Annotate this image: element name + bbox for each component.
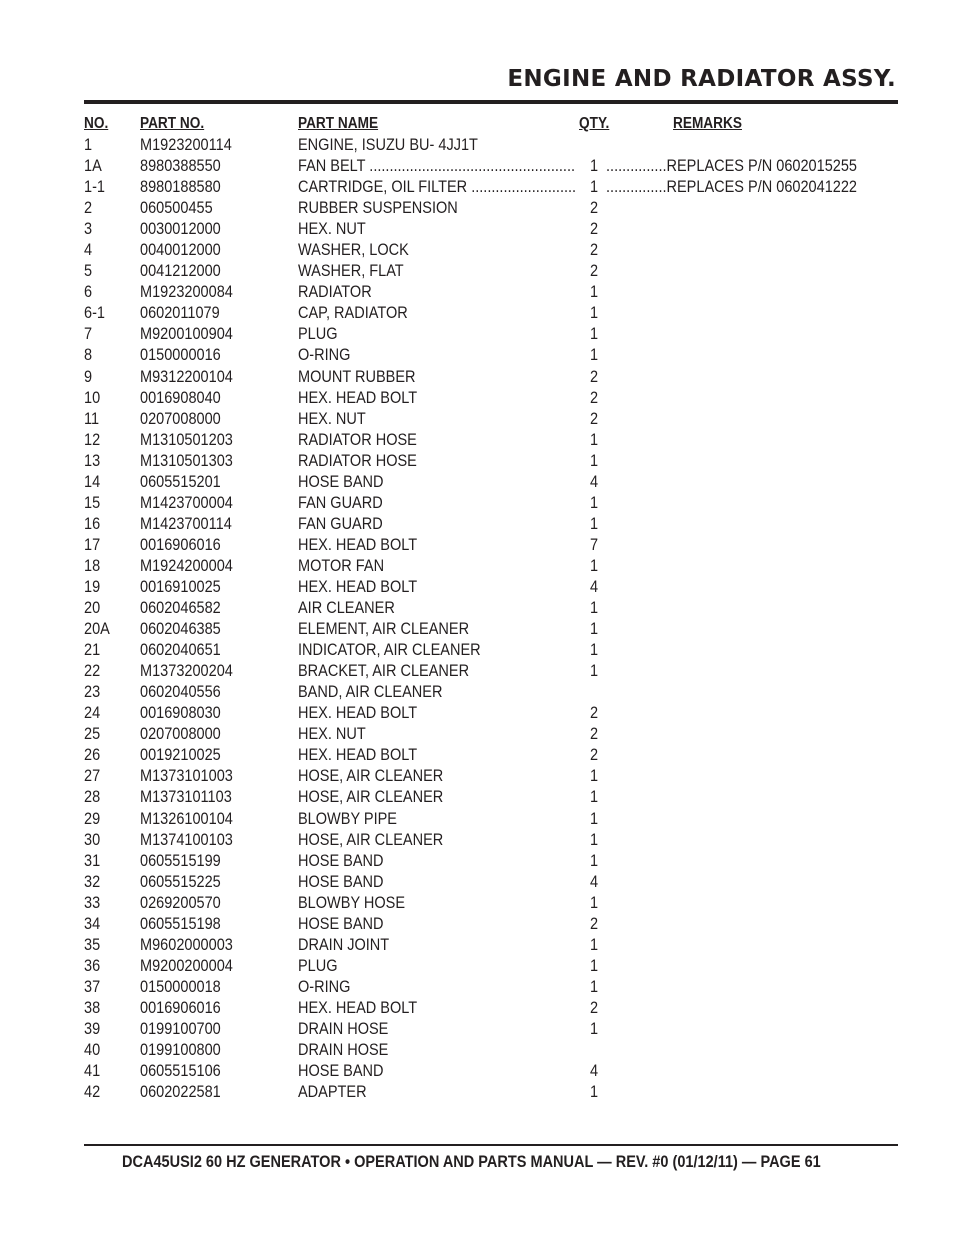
table-row (0, 577, 954, 598)
cell-qty: 2 (590, 409, 599, 428)
cell-qty: 1 (590, 893, 599, 912)
cell-part-no: 0207008000 (140, 409, 221, 428)
cell-no: 14 (84, 472, 101, 491)
cell-qty: 1 (590, 935, 599, 954)
cell-part-no: M1374100103 (140, 830, 233, 849)
table-row (0, 956, 954, 977)
cell-part-no: 0040012000 (140, 241, 221, 260)
table-row (0, 998, 954, 1019)
cell-part-no: 0016908030 (140, 704, 221, 723)
cell-part-name: HOSE BAND (298, 872, 384, 891)
cell-qty: 1 (590, 809, 599, 828)
cell-qty: 2 (590, 998, 599, 1017)
cell-part-no: 0269200570 (140, 893, 221, 912)
cell-no: 32 (84, 872, 101, 891)
cell-no: 29 (84, 809, 101, 828)
cell-part-name: AIR CLEANER (298, 599, 395, 618)
table-row (0, 177, 954, 198)
cell-qty: 2 (590, 199, 599, 218)
cell-qty: 1 (590, 514, 599, 533)
table-row (0, 493, 954, 514)
cell-no: 17 (84, 535, 101, 554)
table-row (0, 430, 954, 451)
cell-qty: 1 (590, 851, 599, 870)
table-row (0, 661, 954, 682)
cell-qty: 1 (590, 641, 599, 660)
cell-part-name: RADIATOR HOSE (298, 451, 417, 470)
cell-part-no: M1373101103 (140, 788, 232, 807)
column-header-part-name: PART NAME (298, 115, 379, 132)
cell-part-no: M1924200004 (140, 556, 233, 575)
table-row (0, 766, 954, 787)
cell-qty: 2 (590, 914, 599, 933)
cell-qty: 1 (590, 451, 599, 470)
column-header-qty: QTY. (579, 115, 610, 132)
cell-qty: 2 (590, 262, 599, 281)
cell-no: 25 (84, 725, 101, 744)
table-row (0, 851, 954, 872)
cell-no: 27 (84, 767, 101, 786)
cell-no: 8 (84, 346, 93, 365)
cell-no: 7 (84, 325, 93, 344)
cell-part-no: M1373101003 (140, 767, 233, 786)
cell-qty: 1 (590, 556, 599, 575)
cell-no: 35 (84, 935, 101, 954)
cell-no: 42 (84, 1083, 101, 1102)
cell-qty: 1 (590, 430, 599, 449)
cell-part-no: 0605515106 (140, 1062, 221, 1081)
cell-part-name: WASHER, FLAT (298, 262, 404, 281)
table-row (0, 1040, 954, 1061)
cell-qty: 4 (590, 1062, 599, 1081)
cell-no: 16 (84, 514, 101, 533)
cell-no: 20A (84, 620, 110, 639)
table-row (0, 282, 954, 303)
cell-part-name: ADAPTER (298, 1083, 367, 1102)
cell-no: 3 (84, 220, 93, 239)
cell-part-name: HOSE, AIR CLEANER (298, 788, 444, 807)
cell-part-name: BRACKET, AIR CLEANER (298, 662, 470, 681)
table-row (0, 324, 954, 345)
table-row (0, 345, 954, 366)
table-row (0, 619, 954, 640)
cell-qty: 2 (590, 367, 599, 386)
table-row (0, 682, 954, 703)
table-row (0, 219, 954, 240)
cell-part-name: HEX. HEAD BOLT (298, 535, 418, 554)
cell-qty: 4 (590, 472, 599, 491)
cell-no: 39 (84, 1019, 101, 1038)
cell-part-name: RADIATOR (298, 283, 372, 302)
cell-qty: 1 (590, 304, 599, 323)
table-row (0, 472, 954, 493)
cell-no: 26 (84, 746, 101, 765)
cell-part-name: HEX. HEAD BOLT (298, 388, 418, 407)
cell-part-no: 0016910025 (140, 577, 221, 596)
table-row (0, 724, 954, 745)
table-row (0, 135, 954, 156)
cell-part-no: 0605515225 (140, 872, 221, 891)
cell-no: 1A (84, 157, 102, 176)
cell-no: 34 (84, 914, 101, 933)
cell-qty: 1 (590, 620, 599, 639)
cell-part-no: 0016906016 (140, 998, 221, 1017)
cell-part-no: 0199100800 (140, 1041, 221, 1060)
cell-no: 4 (84, 241, 93, 260)
table-row (0, 1061, 954, 1082)
cell-part-no: 0207008000 (140, 725, 221, 744)
cell-part-no: 0150000016 (140, 346, 221, 365)
cell-qty: 2 (590, 388, 599, 407)
cell-part-name: WASHER, LOCK (298, 241, 409, 260)
cell-part-name: HOSE BAND (298, 914, 384, 933)
cell-qty: 1 (590, 1019, 599, 1038)
cell-qty: 2 (590, 704, 599, 723)
table-row (0, 914, 954, 935)
table-row (0, 893, 954, 914)
cell-part-no: 0602040556 (140, 683, 221, 702)
cell-part-name: FAN BELT ................................................... (298, 157, 576, 176)
cell-qty: 4 (590, 577, 599, 596)
cell-part-name: HEX. NUT (298, 409, 366, 428)
cell-part-name: RUBBER SUSPENSION (298, 199, 458, 218)
parts-list (0, 135, 954, 1103)
cell-part-no: 0016908040 (140, 388, 221, 407)
cell-part-name: ELEMENT, AIR CLEANER (298, 620, 470, 639)
table-row (0, 240, 954, 261)
cell-qty: 2 (590, 725, 599, 744)
cell-part-no: 0602040651 (140, 641, 221, 660)
cell-part-name: MOUNT RUBBER (298, 367, 416, 386)
cell-no: 24 (84, 704, 101, 723)
cell-part-name: DRAIN JOINT (298, 935, 390, 954)
table-row (0, 1019, 954, 1040)
cell-no: 2 (84, 199, 93, 218)
table-row (0, 598, 954, 619)
cell-part-name: HEX. HEAD BOLT (298, 998, 418, 1017)
cell-qty: 1 (590, 977, 599, 996)
cell-qty: 1 (590, 493, 599, 512)
cell-part-name: PLUG (298, 325, 338, 344)
cell-no: 6-1 (84, 304, 105, 323)
cell-qty: 1 (590, 599, 599, 618)
cell-qty: 1 (590, 830, 599, 849)
cell-remarks: ...............REPLACES P/N 0602015255 (606, 157, 858, 176)
cell-qty: 2 (590, 241, 599, 260)
cell-no: 9 (84, 367, 93, 386)
column-header-remarks: REMARKS (673, 115, 742, 132)
cell-no: 1-1 (84, 178, 105, 197)
cell-part-name: DRAIN HOSE (298, 1041, 389, 1060)
cell-part-no: M1923200114 (140, 136, 232, 154)
table-row (0, 535, 954, 556)
cell-part-no: 0605515198 (140, 914, 221, 933)
cell-part-name: BLOWBY PIPE (298, 809, 397, 828)
table-row (0, 514, 954, 535)
cell-part-name: BAND, AIR CLEANER (298, 683, 443, 702)
cell-part-no: 0199100700 (140, 1019, 221, 1038)
cell-no: 11 (84, 409, 100, 428)
table-row (0, 977, 954, 998)
cell-no: 33 (84, 893, 101, 912)
cell-qty: 1 (590, 1083, 599, 1102)
table-row (0, 935, 954, 956)
cell-no: 6 (84, 283, 93, 302)
cell-part-no: 0019210025 (140, 746, 221, 765)
cell-part-no: M1326100104 (140, 809, 233, 828)
cell-part-name: HEX. NUT (298, 220, 366, 239)
cell-part-name: FAN GUARD (298, 493, 383, 512)
cell-part-no: M1923200084 (140, 283, 233, 302)
cell-no: 40 (84, 1041, 101, 1060)
table-row (0, 872, 954, 893)
cell-part-no: 0150000018 (140, 977, 221, 996)
cell-part-no: 8980188580 (140, 178, 221, 197)
table-row (0, 1082, 954, 1103)
cell-remarks: ...............REPLACES P/N 0602041222 (606, 178, 858, 197)
table-row (0, 556, 954, 577)
cell-no: 5 (84, 262, 93, 281)
table-row (0, 809, 954, 830)
cell-no: 12 (84, 430, 101, 449)
cell-part-name: DRAIN HOSE (298, 1019, 389, 1038)
table-row (0, 303, 954, 324)
cell-no: 21 (84, 641, 101, 660)
cell-part-name: FAN GUARD (298, 514, 383, 533)
cell-part-no: 0602022581 (140, 1083, 221, 1102)
header-rule (84, 100, 898, 104)
cell-qty: 1 (590, 178, 599, 197)
cell-part-name: CARTRIDGE, OIL FILTER .......................... (298, 178, 577, 197)
cell-qty: 4 (590, 872, 599, 891)
cell-no: 22 (84, 662, 101, 681)
cell-no: 23 (84, 683, 101, 702)
cell-part-name: PLUG (298, 956, 338, 975)
table-row (0, 830, 954, 851)
table-row (0, 640, 954, 661)
cell-part-name: HOSE BAND (298, 851, 384, 870)
cell-part-name: HOSE, AIR CLEANER (298, 830, 444, 849)
footer-rule (84, 1144, 898, 1146)
cell-part-name: RADIATOR HOSE (298, 430, 417, 449)
cell-part-name: ENGINE, ISUZU BU- 4JJ1T (298, 136, 478, 154)
table-row (0, 703, 954, 724)
cell-no: 41 (84, 1062, 101, 1081)
cell-no: 28 (84, 788, 101, 807)
cell-qty: 7 (590, 535, 599, 554)
cell-no: 15 (84, 493, 101, 512)
cell-no: 1 (84, 136, 93, 154)
table-row (0, 367, 954, 388)
cell-no: 38 (84, 998, 101, 1017)
cell-no: 30 (84, 830, 101, 849)
cell-part-no: M9602000003 (140, 935, 233, 954)
cell-qty: 1 (590, 767, 599, 786)
cell-no: 31 (84, 851, 101, 870)
cell-no: 10 (84, 388, 101, 407)
cell-part-name: HEX. HEAD BOLT (298, 746, 418, 765)
cell-part-no: M9200200004 (140, 956, 233, 975)
cell-part-no: 0605515201 (140, 472, 221, 491)
table-row (0, 409, 954, 430)
cell-qty: 1 (590, 283, 599, 302)
cell-part-no: 0602011079 (140, 304, 220, 323)
cell-part-no: 0041212000 (140, 262, 221, 281)
cell-qty: 2 (590, 220, 599, 239)
cell-part-no: 0602046385 (140, 620, 221, 639)
column-header-part-no: PART NO. (140, 115, 205, 132)
column-header-no: NO. (84, 115, 109, 132)
cell-qty: 1 (590, 346, 599, 365)
cell-qty: 2 (590, 746, 599, 765)
cell-part-no: M1373200204 (140, 662, 233, 681)
cell-part-name: HOSE BAND (298, 1062, 384, 1081)
page-footer: DCA45USI2 60 HZ GENERATOR • OPERATION AND PARTS MANUAL — REV. #0 (01/12/11) — PAGE 61 (122, 1153, 821, 1171)
cell-part-name: HEX. HEAD BOLT (298, 704, 418, 723)
cell-no: 18 (84, 556, 101, 575)
cell-part-no: 0030012000 (140, 220, 221, 239)
cell-part-no: M9312200104 (140, 367, 233, 386)
cell-part-no: 0602046582 (140, 599, 221, 618)
cell-no: 20 (84, 599, 101, 618)
cell-part-no: M1310501303 (140, 451, 233, 470)
cell-part-name: HEX. HEAD BOLT (298, 577, 418, 596)
cell-part-no: 060500455 (140, 199, 213, 218)
table-row (0, 388, 954, 409)
table-row (0, 745, 954, 766)
cell-no: 36 (84, 956, 101, 975)
table-row (0, 787, 954, 808)
cell-part-name: O-RING (298, 977, 351, 996)
page-title: ENGINE AND RADIATOR ASSY. (507, 66, 896, 92)
cell-qty: 1 (590, 788, 599, 807)
cell-part-name: CAP, RADIATOR (298, 304, 408, 323)
cell-qty: 1 (590, 325, 599, 344)
cell-part-no: 0605515199 (140, 851, 221, 870)
cell-part-name: HOSE BAND (298, 472, 384, 491)
cell-qty: 1 (590, 662, 599, 681)
cell-part-no: M1310501203 (140, 430, 233, 449)
table-row (0, 198, 954, 219)
cell-part-no: 0016906016 (140, 535, 221, 554)
cell-part-name: HEX. NUT (298, 725, 366, 744)
cell-part-name: BLOWBY HOSE (298, 893, 406, 912)
cell-no: 19 (84, 577, 101, 596)
cell-part-no: M1423700114 (140, 514, 232, 533)
cell-part-name: INDICATOR, AIR CLEANER (298, 641, 481, 660)
table-row (0, 156, 954, 177)
cell-no: 37 (84, 977, 101, 996)
cell-no: 13 (84, 451, 101, 470)
cell-part-name: MOTOR FAN (298, 556, 385, 575)
cell-part-no: M9200100904 (140, 325, 233, 344)
cell-qty: 1 (590, 157, 599, 176)
cell-part-no: M1423700004 (140, 493, 233, 512)
cell-qty: 1 (590, 956, 599, 975)
cell-part-no: 8980388550 (140, 157, 221, 176)
cell-part-name: HOSE, AIR CLEANER (298, 767, 444, 786)
table-row (0, 261, 954, 282)
table-row (0, 451, 954, 472)
cell-part-name: O-RING (298, 346, 351, 365)
